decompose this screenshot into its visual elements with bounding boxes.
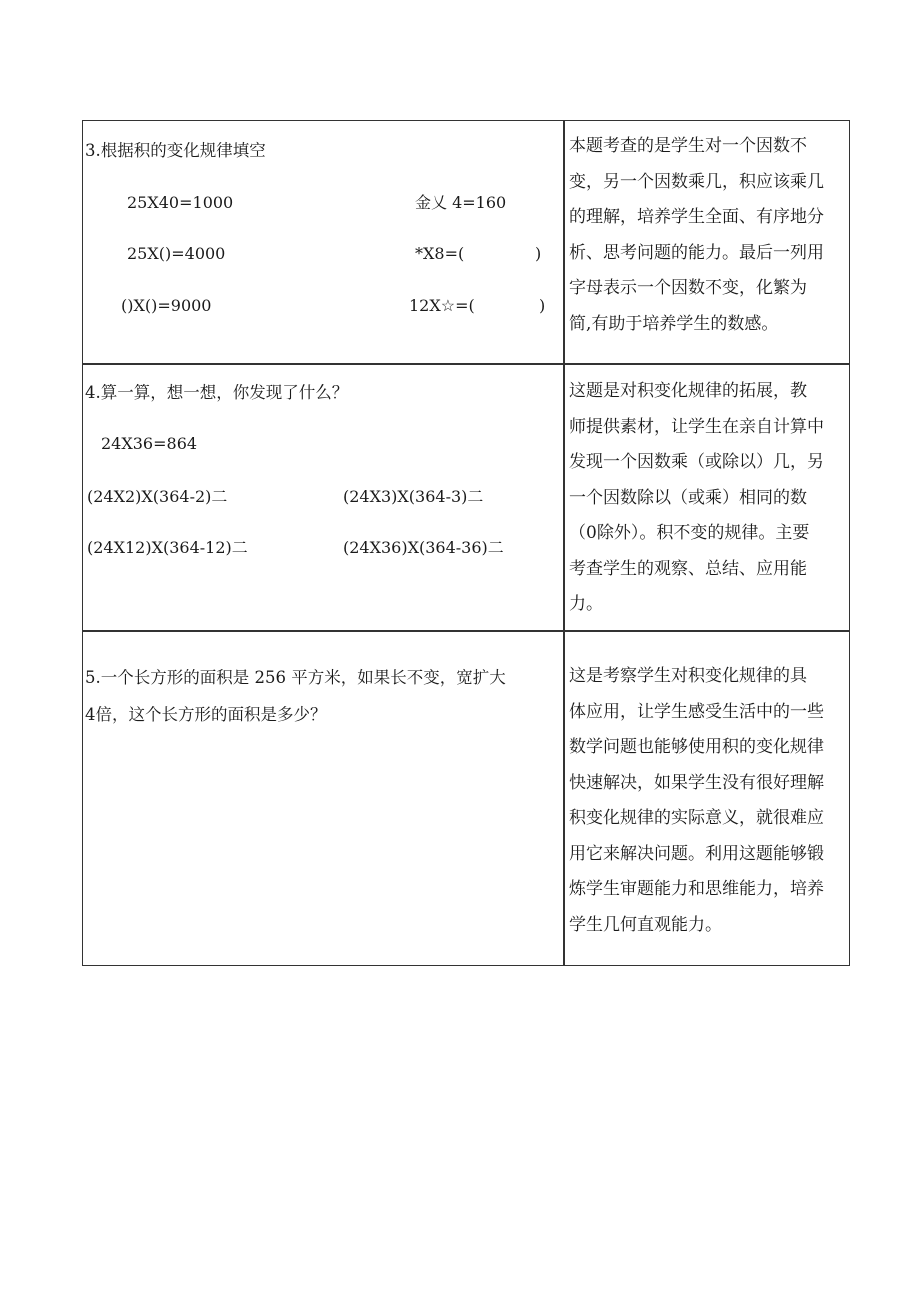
note-line: 数学问题也能够使用积的变化规律 <box>569 737 824 757</box>
note-line: 力。 <box>569 594 603 614</box>
note-line: 析、思考问题的能力。最后一列用 <box>569 242 824 263</box>
question-4-title: 4.算一算，想一想，你发现了什么？ <box>85 383 349 402</box>
note-line: 积变化规律的实际意义，就很难应 <box>569 808 824 828</box>
equation: 24X36=864 <box>101 434 198 453</box>
row-divider <box>83 630 849 632</box>
note-line: 师提供素材，让学生在亲自计算中 <box>569 416 824 437</box>
equation: (24X12)X(364-12)二 <box>87 538 248 557</box>
equation: (24X3)X(364-3)二 <box>343 487 484 506</box>
note-line: 字母表示一个因数不变，化繁为 <box>569 278 807 298</box>
note-line: 快速解决，如果学生没有很好理解 <box>569 772 824 793</box>
equation: 金乂 4=160 <box>415 193 507 212</box>
equation: (24X36)X(364-36)二 <box>343 538 504 557</box>
question-5-line: 4倍，这个长方形的面积是多少？ <box>85 705 327 724</box>
note-line: （0除外）。积不变的规律。主要 <box>569 523 810 543</box>
note-line: 这题是对积变化规律的拓展，教 <box>569 381 807 401</box>
note-line: 本题考查的是学生对一个因数不 <box>569 136 807 156</box>
note-line: 炼学生审题能力和思维能力，培养 <box>569 879 824 899</box>
teaching-note-5 <box>569 659 849 943</box>
equation: ()X()=9000 <box>121 296 212 315</box>
note-line: 这是考察学生对积变化规律的具 <box>569 666 807 686</box>
column-divider <box>563 121 565 965</box>
equation: (24X2)X(364-2)二 <box>87 487 228 506</box>
teaching-note-3 <box>569 129 849 342</box>
question-5-line: 5.一个长方形的面积是 256 平方米，如果长不变，宽扩大 <box>85 668 506 687</box>
closing-paren: ) <box>539 296 546 315</box>
question-3-title: 3.根据积的变化规律填空 <box>85 141 266 160</box>
note-line: 变，另一个因数乘几，积应该乘几 <box>569 171 824 192</box>
note-line: 用它来解决问题。利用这题能够锻 <box>569 843 824 864</box>
note-line: 体应用，让学生感受生活中的一些 <box>569 701 824 722</box>
note-line: 考查学生的观察、总结、应用能 <box>569 558 807 579</box>
equation: 25X()=4000 <box>127 244 226 263</box>
note-line: 发现一个因数乘（或除以）几，另 <box>569 452 824 472</box>
closing-paren: ) <box>535 244 542 263</box>
note-line: 学生几何直观能力。 <box>569 914 722 935</box>
equation: 12X☆=( <box>409 296 475 315</box>
equation: *X8=( <box>415 244 465 263</box>
equation: 25X40=1000 <box>127 193 234 212</box>
note-line: 的理解，培养学生全面、有序地分 <box>569 207 824 227</box>
row-divider <box>83 363 849 365</box>
exercise-table <box>82 120 850 966</box>
note-line: 简,有助于培养学生的数感。 <box>569 313 779 334</box>
note-line: 一个因数除以（或乘）相同的数 <box>569 487 807 508</box>
teaching-note-4 <box>569 374 849 623</box>
